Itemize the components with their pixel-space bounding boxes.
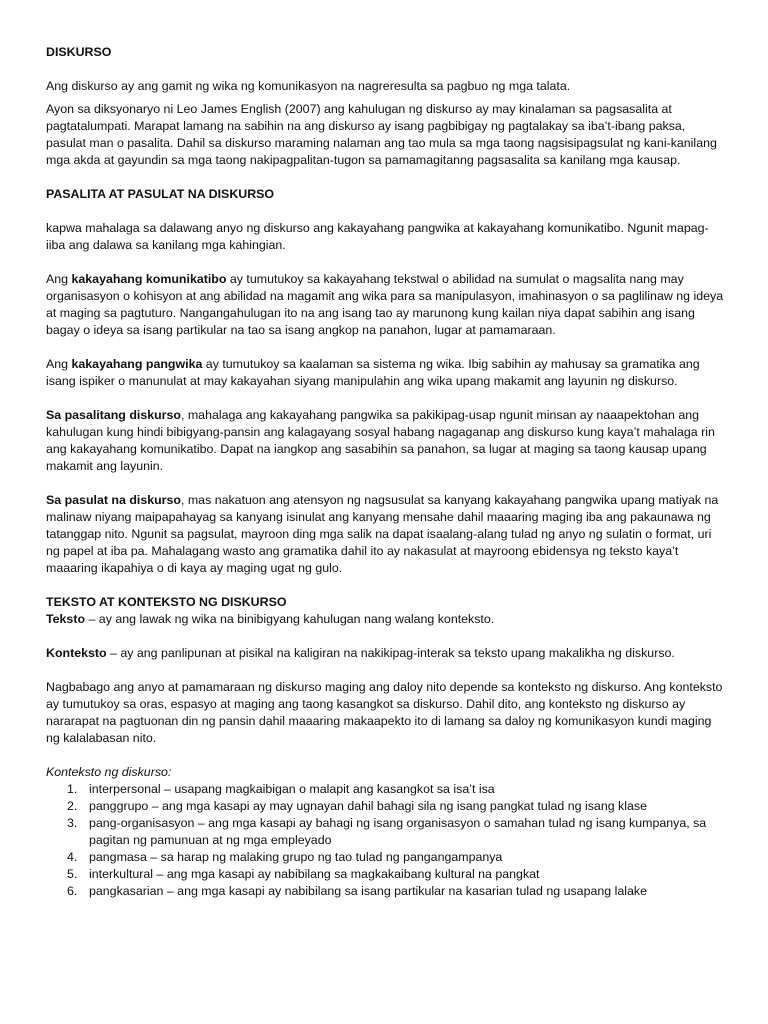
list-item-number: 5. [67, 867, 78, 881]
doc-title: DISKURSO [46, 45, 112, 59]
pasalita-term: Sa pasalitang diskurso [46, 408, 181, 422]
list-item-text: pang-organisasyon – ang mga kasapi ay bahagi ng isang organisasyon o samahan tulad ng isang kumpanya, sa pagitan ng pamunuan at ng mga empleyado [89, 816, 707, 847]
intro-paragraph: Ang diskurso ay ang gamit ng wika ng komunikasyon na nagreresulta sa pagbuo ng mga talata. [46, 79, 571, 93]
section-heading-pasalita-pasulat: PASALITA AT PASULAT NA DISKURSO [46, 187, 275, 201]
konteksto-list [46, 781, 726, 900]
list-heading: Konteksto ng diskurso: [46, 765, 172, 779]
pasalita-text: , mahalaga ang kakayahang pangwika sa pakikipag-usap ngunit minsan ay naaapektohan ang kahulugan kung hindi bibigyang-pansin ang kalagayang sosyal habang nagaganap ang diskurso kung kaya’t mahalaga rin ang kakayahang komunikatibo. Dapat na iangkop ang sasabihin sa panahon, sa lugar at maging sa taong kausap upang makamit ang layunin. [46, 408, 715, 473]
pasalita-paragraph [46, 407, 726, 475]
kahingian-paragraph: kapwa mahalaga sa dalawang anyo ng diskurso ang kakayahang pangwika at kakayahang komunikatibo. Ngunit mapag-iiba ang dalawa sa kanilang mga kahingian. [46, 221, 709, 252]
definition-paragraph: Ayon sa diksyonaryo ni Leo James English (2007) ang kahulugan ng diskurso ay may kinalaman sa pagsasalita at pagtatalumpati. Marapat lamang na sabihin na ang diskurso ay isang pagbibigay ng pagtalakay sa iba’t-ibang paksa, pasulat man o pasalita. Dahil sa diskurso maraming nalaman ang tao mula sa mga taong nagsisipagsulat ng kani-kanilang mga akda at gayundin sa mga taong nakipagpalitan-tugon sa pamamagitanng pagsasalita sa kanilang mga kausap. [46, 102, 717, 167]
komunikatibo-term: kakayahang komunikatibo [71, 272, 227, 286]
konteksto-term: Konteksto [46, 646, 107, 660]
list-item-text: interpersonal – usapang magkaibigan o malapit ang kasangkot sa isa’t isa [89, 782, 495, 796]
list-item [46, 815, 726, 849]
list-item-text: interkultural – ang mga kasapi ay nabibilang sa magkakaibang kultural na pangkat [89, 867, 540, 881]
list-item [46, 883, 726, 900]
list-item [46, 798, 726, 815]
teksto-term: Teksto [46, 612, 86, 626]
document-page [46, 44, 726, 900]
pangwika-text: ay tumutukoy sa kaalaman sa sistema ng wika. Ibig sabihin ay mahusay sa gramatika ang isang ispiker o manunulat at may kakayahan siyang manipulahin ang wika upang makamit ang layunin ng diskurso. [46, 357, 700, 388]
section-heading-teksto-konteksto: TEKSTO AT KONTEKSTO NG DISKURSO [46, 595, 287, 609]
pasulat-paragraph [46, 492, 726, 577]
list-item-text: pangmasa – sa harap ng malaking grupo ng tao tulad ng pangangampanya [89, 850, 503, 864]
list-item-number: 2. [67, 799, 78, 813]
komunikatibo-paragraph [46, 271, 726, 339]
list-item-number: 6. [67, 884, 78, 898]
komunikatibo-text: ay tumutukoy sa kakayahang tekstwal o abilidad na sumulat o magsalita nang may organisasyon o kohisyon at ang abilidad na magamit ang wika para sa manipulasyon, imahinasyon o sa paglilinaw ng ideya at maging sa pagtuturo. Nangangahulugan ito na ang isang tao ay marunong kung kailan niya dapat sabihin ang isang bagay o ideya sa isang partikular na tao sa isang angkop na panahon, lugar at pamamaraan. [46, 272, 724, 337]
list-item-text: panggrupo – ang mga kasapi ay may ugnayan dahil bahagi sila ng isang pangkat tulad ng isang klase [89, 799, 647, 813]
list-item-number: 1. [67, 782, 78, 796]
pasulat-text: , mas nakatuon ang atensyon ng nagsusulat sa kanyang kakayahang pangwika upang matiyak na malinaw niyang maipapahayag sa kanyang isinulat ang kanyang mensahe dahil maaaring maging iba ang pakaunawa ng tatanggap nito. Ngunit sa pagsulat, mayroon ding mga salik na dapat isaalang-alang tulad ng anyo ng sulatin o format, uri ng papel at iba pa. Mahalagang wasto ang gramatika dahil ito ay nakasulat at mayroong ebidensya ng teksto kaya’t maaaring ikapahiya o di kaya ay maging ugat ng gulo. [46, 493, 719, 575]
list-item-number: 3. [67, 816, 78, 830]
list-item [46, 781, 726, 798]
konteksto-definition [46, 645, 726, 662]
teksto-text: – ay ang lawak ng wika na binibigyang kahulugan nang walang konteksto. [85, 612, 495, 626]
list-item-number: 4. [67, 850, 78, 864]
list-item [46, 849, 726, 866]
anyo-paragraph: Nagbabago ang anyo at pamamaraan ng diskurso maging ang daloy nito depende sa konteksto ng diskurso. Ang konteksto ay tumutukoy sa oras, espasyo at maging ang taong kasangkot sa diskurso. Dahil dito, ang konteksto ng diskurso ay nararapat na pagtuonan din ng pansin dahil maaaring makaapekto ito di lamang sa daloy ng komunikasyon kundi maging ng kalalabasan nito. [46, 680, 723, 745]
konteksto-text: – ay ang panlipunan at pisikal na kaligiran na nakikipag-interak sa teksto upang makalikha ng diskurso. [106, 646, 675, 660]
list-item [46, 866, 726, 883]
list-item-text: pangkasarian – ang mga kasapi ay nabibilang sa isang partikular na kasarian tulad ng usapang lalake [89, 884, 647, 898]
pangwika-paragraph [46, 356, 726, 390]
teksto-definition [46, 611, 726, 628]
pangwika-lead: Ang [46, 357, 72, 371]
komunikatibo-lead: Ang [46, 272, 72, 286]
pasulat-term: Sa pasulat na diskurso [46, 493, 181, 507]
pangwika-term: kakayahang pangwika [71, 357, 203, 371]
